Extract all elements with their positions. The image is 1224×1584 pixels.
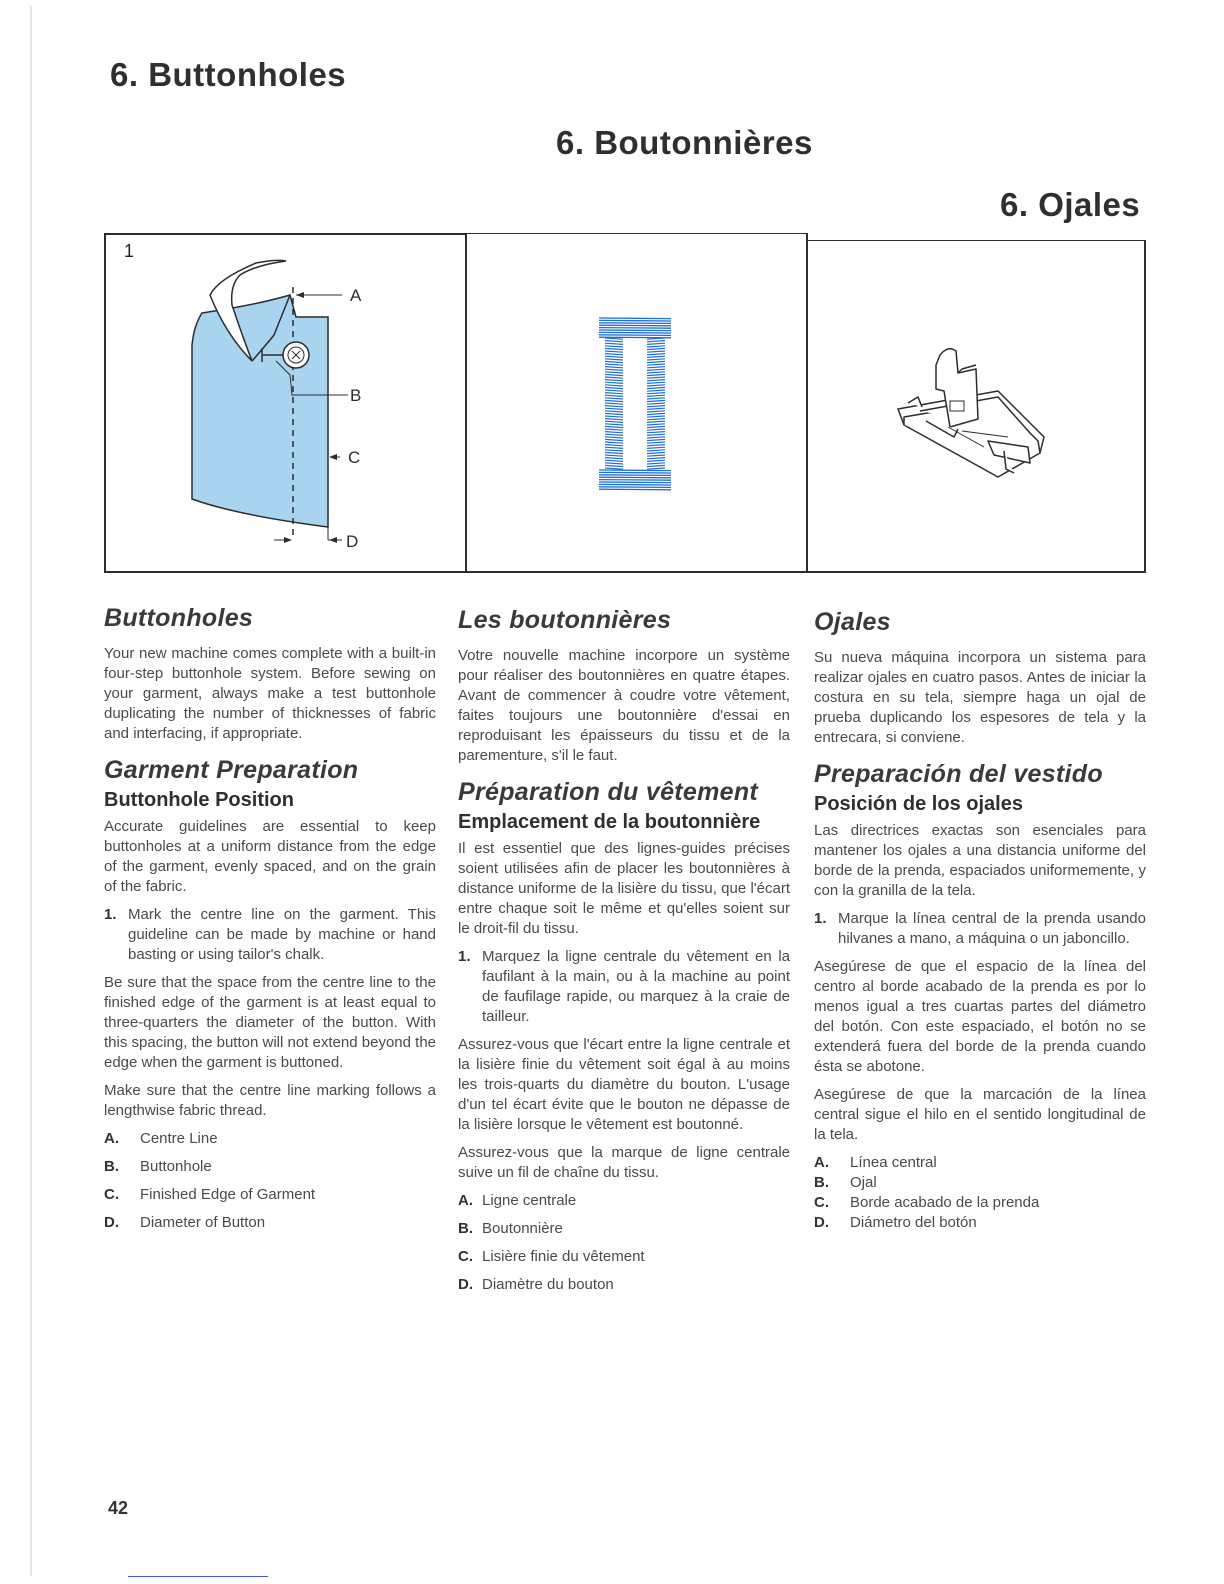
stitch-line (647, 426, 665, 427)
label-b: B (350, 386, 362, 405)
intro-paragraph: Votre nouvelle machine incorpore un système pour réaliser des boutonnières en quatre étapes. Avant de commencer à coudre votre vêtement, faites toujours une boutonnière d'essai en reproduisant les épaisseurs du tissu et de la parementure, s'il le faut. (458, 647, 790, 764)
legend-item: A. Línea central (814, 1154, 937, 1171)
stitch-line (605, 429, 623, 430)
stitch-line (647, 455, 665, 456)
stitch-line (605, 460, 623, 461)
stitch-line (599, 330, 671, 331)
stitch-line (599, 475, 671, 476)
stitch-line (647, 452, 665, 453)
stitch-line (647, 424, 665, 425)
column-french (458, 604, 790, 1303)
stitch-line (605, 341, 623, 342)
legend-list (458, 1191, 790, 1295)
step-text: Mark the centre line on the garment. This guideline can be made by machine or hand basting or using tailor's chalk. (128, 906, 436, 963)
legend-item: B. Buttonhole (104, 1158, 212, 1175)
title-spanish: 6. Ojales (1000, 186, 1141, 223)
intro-paragraph: Your new machine comes complete with a built-in four-step buttonhole system. Before sewing on your garment, always make a test buttonhole duplicating the number of thicknesses of fabric and interfacing, if appropriate. (104, 645, 436, 742)
stitch-line (647, 445, 665, 446)
stitch-line (647, 354, 665, 355)
stitch-line (605, 354, 623, 355)
stitch-line (605, 338, 623, 339)
subheading-preparation-vetement: Préparation du vêtement (458, 778, 759, 806)
stitch-line (647, 450, 665, 451)
stitch-line (647, 429, 665, 430)
stitch-line (605, 382, 623, 383)
legend-item: D. Diamètre du bouton (458, 1276, 614, 1293)
stitch-line (605, 426, 623, 427)
stitch-line (647, 468, 665, 469)
heading-buttonhole-position: Buttonhole Position (104, 789, 294, 811)
stitch-line (647, 447, 665, 448)
title-english: 6. Buttonholes (110, 56, 347, 93)
heading-ojales: Ojales (814, 608, 891, 636)
stitch-line (647, 400, 665, 401)
subheading-garment-preparation: Garment Preparation (104, 756, 359, 784)
stitch-line (647, 432, 665, 433)
buttonhole-foot-panel (806, 240, 1146, 573)
step-1 (104, 905, 436, 965)
heading-posicion-ojales: Posición de los ojales (814, 793, 1023, 815)
stitch-line (647, 419, 665, 420)
buttonhole-stitch-graphic (467, 234, 810, 574)
stitch-line (605, 380, 623, 381)
figure-1 (104, 233, 1146, 577)
stitch-line (605, 432, 623, 433)
stitch-line (599, 480, 671, 481)
stitch-line (599, 337, 671, 338)
stitch-line (605, 455, 623, 456)
stitch-line (605, 437, 623, 438)
stitch-line (599, 318, 671, 319)
stitch-line (647, 437, 665, 438)
step-text: Marquez la ligne centrale du vêtement en la faufilant à la main, ou à la machine au point de faufilage rapide, ou marquez à la craie de tailleur. (482, 948, 790, 1025)
legend-item: C. Lisière finie du vêtement (458, 1248, 645, 1265)
stitch-line (647, 421, 665, 422)
stitch-line (647, 359, 665, 360)
legend-item: B. Boutonnière (458, 1220, 563, 1237)
stitch-line (605, 395, 623, 396)
stitch-line (599, 323, 671, 324)
stitch-line (605, 393, 623, 394)
stitch-line (647, 348, 665, 349)
stitch-line (647, 361, 665, 362)
heading-buttonholes: Buttonholes (104, 604, 254, 632)
stitch-line (647, 343, 665, 344)
paragraph-centre-line: Make sure that the centre line marking follows a lengthwise fabric thread. (104, 1082, 436, 1119)
stitch-line (599, 470, 671, 471)
stitch-line (605, 450, 623, 451)
stitch-line (605, 447, 623, 448)
footer-link-line (128, 1576, 268, 1577)
paragraph-guidelines: Il est essentiel que des lignes-guides précises soient utilisées afin de placer les boutonnières à distance uniforme de la lisière du tissu, que l'écart entre chaque soit le même et qu'elles soient sur le droit-fil du tissu. (458, 840, 790, 937)
stitch-line (599, 332, 671, 333)
stitch-line (647, 367, 665, 368)
garment-diagram (106, 235, 469, 575)
stitch-line (647, 416, 665, 417)
stitch-line (647, 458, 665, 459)
stitch-line (647, 408, 665, 409)
legend-list (104, 1129, 436, 1233)
stitch-line (605, 372, 623, 373)
stitch-line (605, 348, 623, 349)
stitch-line (647, 387, 665, 388)
label-a: A (350, 286, 362, 305)
stitch-line (647, 395, 665, 396)
paragraph-guidelines: Accurate guidelines are essential to keep buttonholes at a uniform distance from the edge of the garment, evenly spaced, and on the grain of the fabric. (104, 818, 436, 895)
stitch-line (605, 369, 623, 370)
stitch-line (647, 411, 665, 412)
stitch-line (647, 413, 665, 414)
stitch-line (605, 343, 623, 344)
bartack-bottom (599, 470, 671, 490)
paragraph-centre-line: Assurez-vous que la marque de ligne centrale suive un fil de chaîne du tissu. (458, 1144, 790, 1181)
step-number: 1. (104, 906, 117, 923)
stitch-line (647, 463, 665, 464)
stitch-line (647, 390, 665, 391)
stitch-line (647, 351, 665, 352)
paragraph-guidelines: Las directrices exactas son esenciales para mantener los ojales a una distancia uniforme del borde de la prenda, espaciados uniformemente, y con la granilla de la tela. (814, 822, 1146, 899)
subheading-preparacion-vestido: Preparación del vestido (814, 760, 1103, 788)
paragraph-spacing: Assurez-vous que l'écart entre la ligne centrale et la lisière finie du vêtement soit égal à au moins les trois-quarts du diamètre du bouton. L'usage d'un tel écart évite que le bouton ne dépasse de la lisière lorsque le vêtement est boutonné. (458, 1036, 790, 1133)
stitch-line (605, 385, 623, 386)
page-edge-line (30, 6, 32, 1576)
stitch-line (605, 364, 623, 365)
buttonhole-stitch-panel (465, 233, 808, 573)
stitch-line (605, 463, 623, 464)
stitch-line (605, 411, 623, 412)
stitch-line (647, 380, 665, 381)
stitch-line (599, 472, 671, 473)
stitch-line (647, 442, 665, 443)
step-text: Marque la línea central de la prenda usando hilvanes a mano, a máquina o un jaboncillo. (838, 910, 1146, 947)
stitch-line (599, 325, 671, 326)
stitch-line (599, 335, 671, 336)
stitch-line (605, 361, 623, 362)
legend-item: A. Ligne centrale (458, 1192, 577, 1209)
stitch-line (599, 482, 671, 483)
label-d: D (346, 532, 359, 551)
stitch-side-left (605, 338, 623, 469)
title-french: 6. Boutonnières (556, 124, 813, 161)
stitch-line (605, 406, 623, 407)
stitch-line (605, 351, 623, 352)
stitch-line (605, 442, 623, 443)
stitch-line (647, 439, 665, 440)
page-number: 42 (108, 1498, 129, 1518)
stitch-line (605, 439, 623, 440)
stitch-line (605, 424, 623, 425)
step-number: 1. (458, 948, 471, 965)
garment-body-shape (192, 295, 328, 527)
stitch-line (647, 356, 665, 357)
stitch-side-right (647, 338, 665, 469)
stitch-line (647, 346, 665, 347)
label-c: C (348, 448, 361, 467)
paragraph-spacing: Be sure that the space from the centre line to the finished edge of the garment is at least equal to three-quarters the diameter of the button. With this spacing, the button will not extend beyond the edge when the garment is buttoned. (104, 974, 436, 1071)
figure-number: 1 (124, 241, 135, 261)
stitch-line (605, 374, 623, 375)
stitch-line (647, 460, 665, 461)
stitch-line (605, 468, 623, 469)
buttonhole-foot-graphic (808, 241, 1148, 574)
stitch-line (647, 364, 665, 365)
paragraph-centre-line: Asegúrese de que la marcación de la línea central sigue el hilo en el sentido longitudinal de la tela. (814, 1086, 1146, 1143)
stitch-line (605, 377, 623, 378)
stitch-line (647, 434, 665, 435)
stitch-line (605, 419, 623, 420)
heading-les-boutonnieres: Les boutonnières (458, 606, 672, 634)
stitch-line (605, 458, 623, 459)
stitch-line (599, 487, 671, 488)
stitch-line (605, 403, 623, 404)
stitch-line (605, 359, 623, 360)
stitch-line (605, 445, 623, 446)
stitch-line (605, 465, 623, 466)
stitch-line (647, 403, 665, 404)
stitch-line (647, 372, 665, 373)
stitch-line (599, 328, 671, 329)
stitch-line (647, 398, 665, 399)
stitch-line (605, 346, 623, 347)
stitch-line (605, 387, 623, 388)
step-1 (458, 947, 790, 1027)
stitch-line (599, 489, 671, 490)
stitch-line (647, 382, 665, 383)
legend-item: D. Diámetro del botón (814, 1214, 977, 1231)
stitch-line (605, 356, 623, 357)
intro-paragraph: Su nueva máquina incorpora un sistema para realizar ojales en cuatro pasos. Antes de iniciar la costura en su tela, siempre haga un ojal de prueba duplicando los espesores de tela y la entrecara, si conviene. (814, 649, 1146, 746)
stitch-line (605, 400, 623, 401)
step-number: 1. (814, 910, 827, 927)
stitch-line (605, 421, 623, 422)
legend-item: A. Centre Line (104, 1130, 218, 1147)
legend-item: C. Borde acabado de la prenda (814, 1194, 1040, 1211)
stitch-line (605, 413, 623, 414)
stitch-line (605, 398, 623, 399)
stitch-line (647, 369, 665, 370)
stitch-line (647, 374, 665, 375)
stitch-line (605, 434, 623, 435)
stitch-line (605, 367, 623, 368)
stitch-line (599, 477, 671, 478)
stitch-line (605, 408, 623, 409)
stitch-line (647, 406, 665, 407)
heading-emplacement: Emplacement de la boutonnière (458, 811, 761, 833)
legend-item: B. Ojal (814, 1174, 877, 1191)
stitch-line (647, 341, 665, 342)
legend-item: C. Finished Edge of Garment (104, 1186, 316, 1203)
stitch-line (599, 320, 671, 321)
garment-diagram-panel (104, 233, 467, 573)
bartack-top (599, 318, 671, 338)
stitch-line (647, 465, 665, 466)
stitch-line (605, 416, 623, 417)
column-spanish (814, 606, 1146, 1233)
column-english (104, 602, 436, 1241)
stitch-line (647, 377, 665, 378)
stitch-line (599, 484, 671, 485)
paragraph-spacing: Asegúrese de que el espacio de la línea del centro al borde acabado de la prenda es por lo menos igual a tres cuartas partes del diámetro del botón. Con este espaciado, el botón no se extenderá fuera del borde de la prenda cuando ésta se abotone. (814, 958, 1146, 1075)
stitch-line (605, 452, 623, 453)
stitch-line (647, 393, 665, 394)
legend-list (814, 1153, 1146, 1233)
step-1 (814, 909, 1146, 949)
stitch-line (605, 390, 623, 391)
legend-item: D. Diameter of Button (104, 1214, 266, 1231)
stitch-line (647, 385, 665, 386)
